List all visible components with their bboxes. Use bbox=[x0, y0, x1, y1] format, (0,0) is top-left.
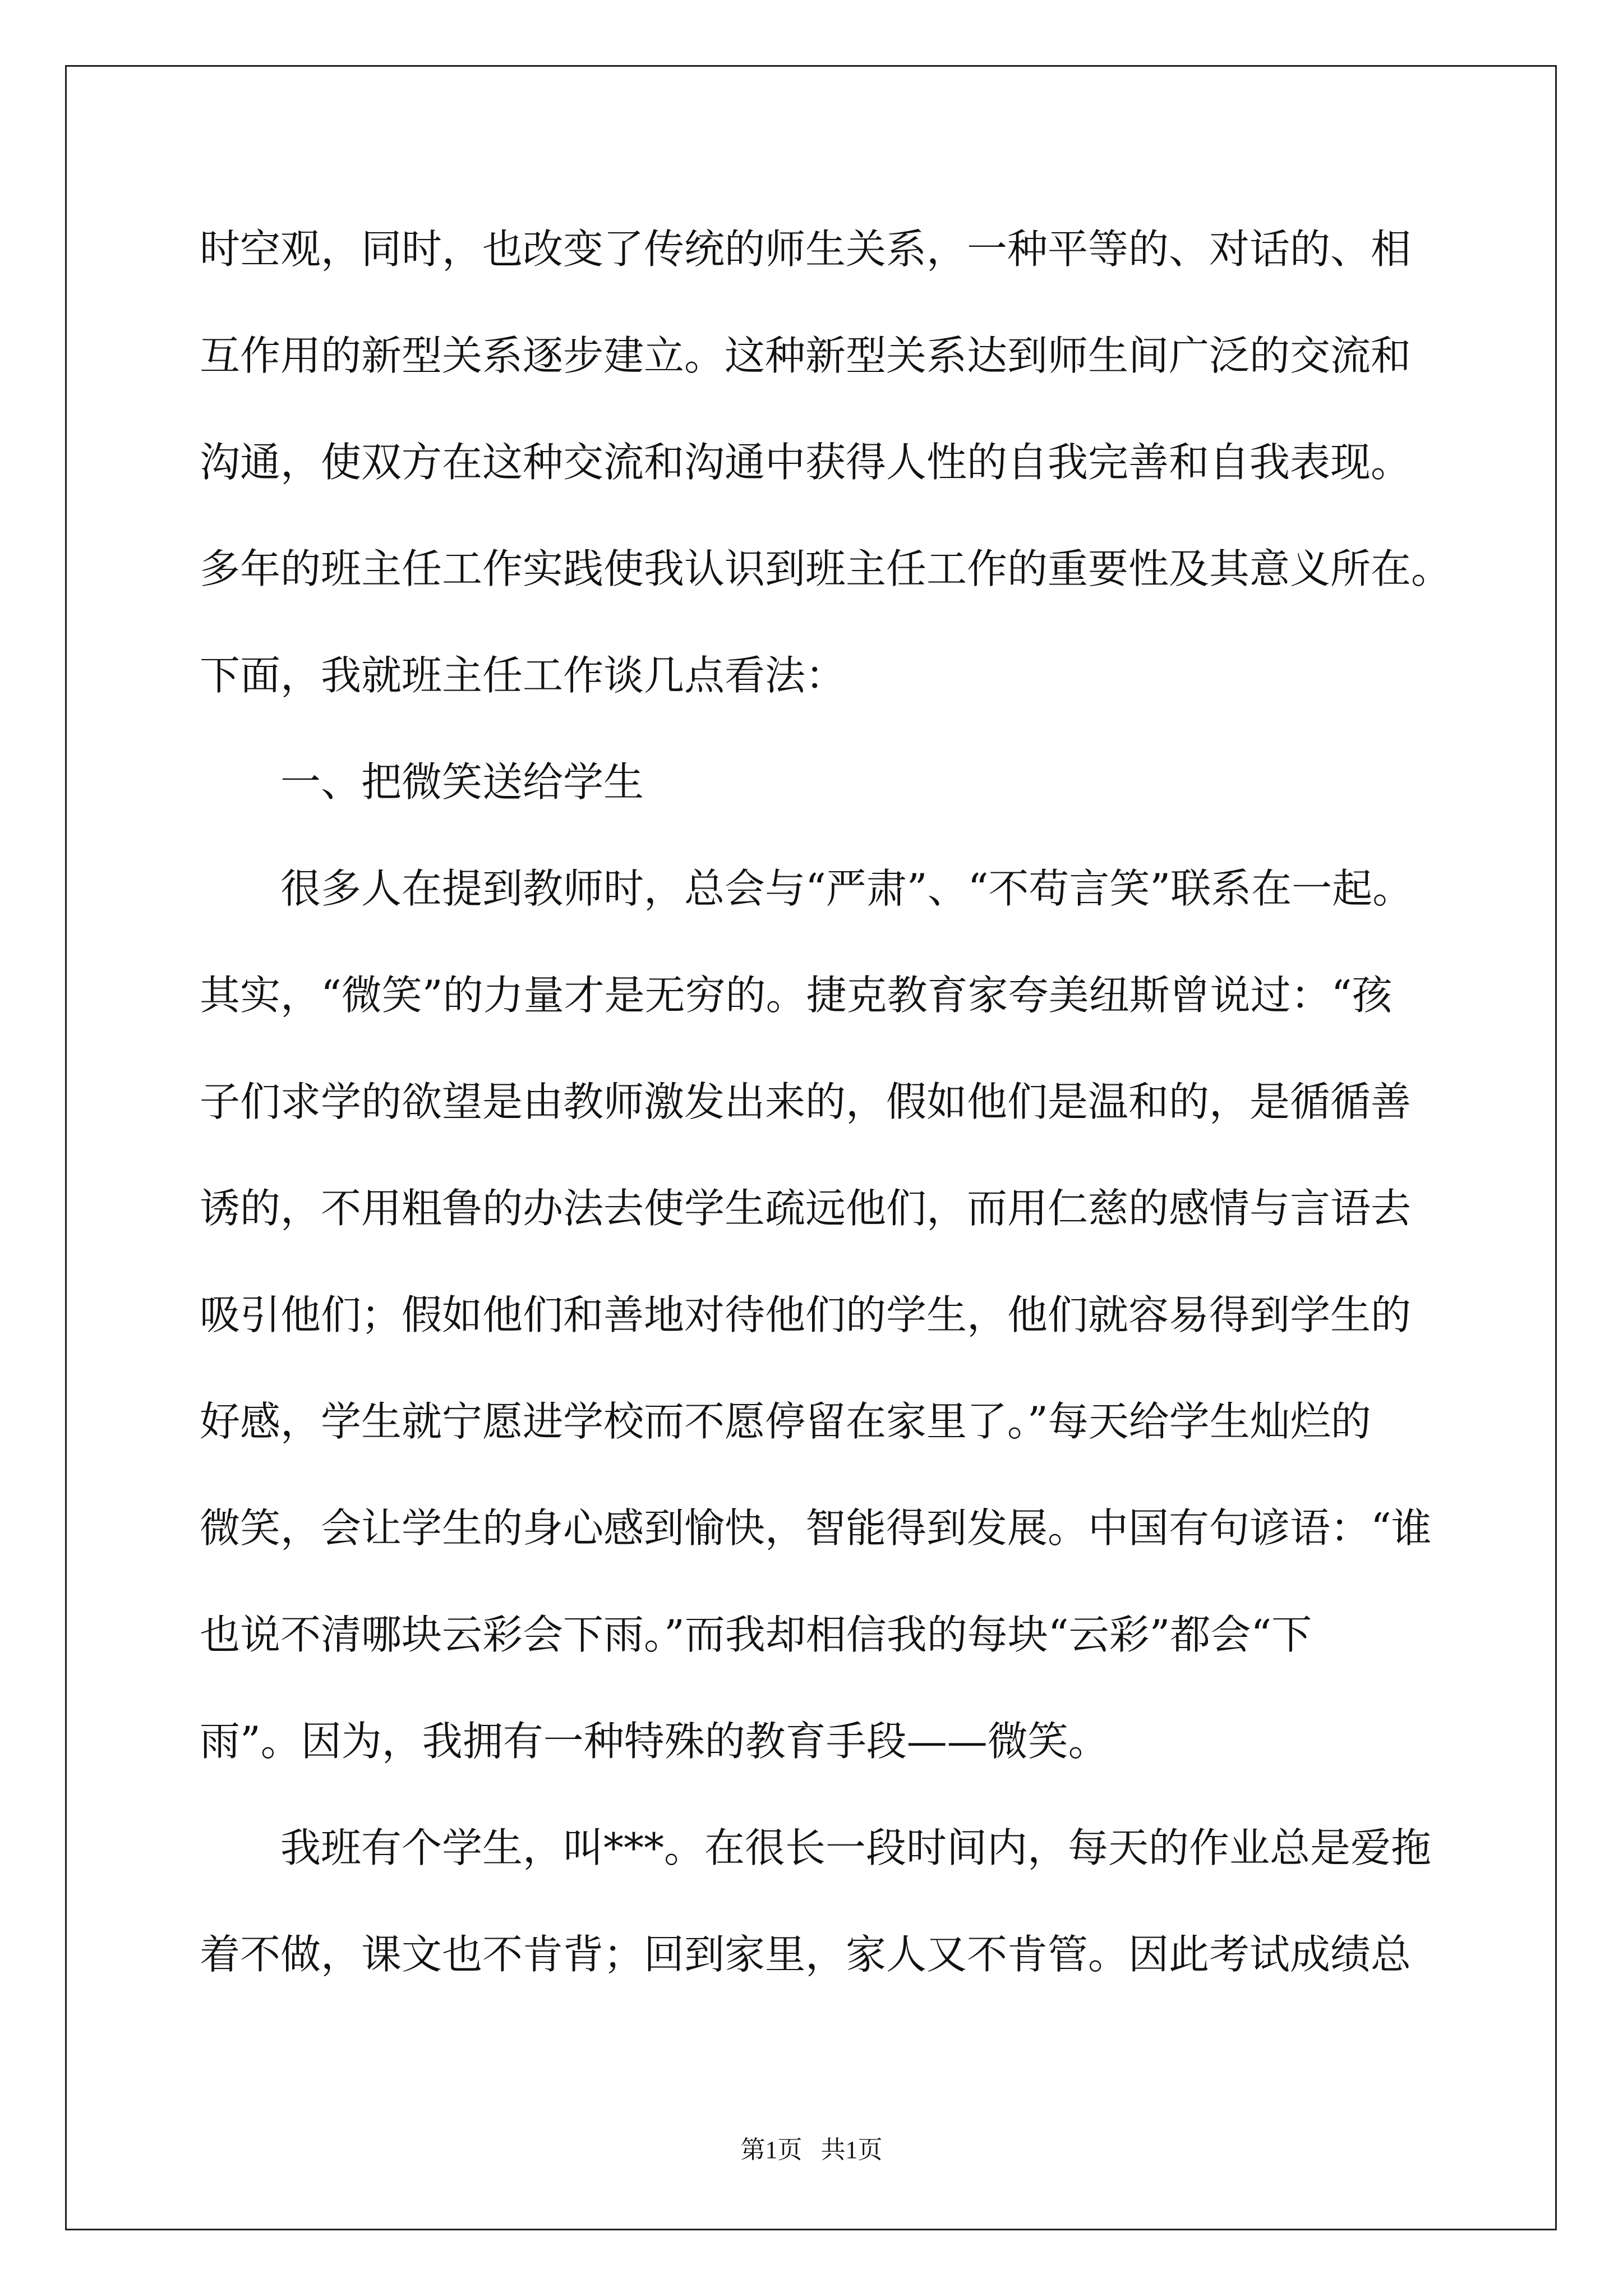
section-heading: 一、把微笑送给学生 bbox=[280, 758, 644, 806]
body-line: 多年的班主任工作实践使我认识到班主任工作的重要性及其意义所在。 bbox=[200, 545, 1452, 592]
body-line: 着不做，课文也不肯背；回到家里，家人又不肯管。因此考试成绩总 bbox=[200, 1931, 1412, 1978]
body-line: 微笑，会让学生的身心感到愉快，智能得到发展。中国有句谚语：“谁 bbox=[200, 1504, 1432, 1552]
paragraph-start-line: 很多人在提到教师时，总会与“严肃”、“不苟言笑”联系在一起。 bbox=[280, 865, 1413, 912]
body-line: 其实，“微笑”的力量才是无穷的。捷克教育家夸美纽斯曾说过：“孩 bbox=[200, 972, 1393, 1019]
body-line: 诱的，不用粗鲁的办法去使学生疏远他们，而用仁慈的感情与言语去 bbox=[200, 1185, 1412, 1232]
body-line: 互作用的新型关系逐步建立。这种新型关系达到师生间广泛的交流和 bbox=[200, 332, 1412, 379]
paragraph-start-line: 我班有个学生，叫***。在很长一段时间内，每天的作业总是爱拖 bbox=[280, 1824, 1432, 1871]
body-line: 好感，学生就宁愿进学校而不愿停留在家里了。”每天给学生灿烂的 bbox=[200, 1398, 1371, 1445]
body-line: 子们求学的欲望是由教师激发出来的，假如他们是温和的，是循循善 bbox=[200, 1078, 1412, 1125]
page-border bbox=[65, 65, 1557, 2230]
body-line: 下面，我就班主任工作谈几点看法： bbox=[200, 652, 846, 699]
page-footer: 第1页 共1页 bbox=[740, 2136, 883, 2164]
body-line: 雨”。因为，我拥有一种特殊的教育手段——微笑。 bbox=[200, 1718, 1109, 1765]
body-line: 沟通，使双方在这种交流和沟通中获得人性的自我完善和自我表现。 bbox=[200, 439, 1412, 486]
body-line: 时空观，同时，也改变了传统的师生关系，一种平等的、对话的、相 bbox=[200, 226, 1412, 273]
body-line: 吸引他们；假如他们和善地对待他们的学生，他们就容易得到学生的 bbox=[200, 1291, 1412, 1338]
body-line: 也说不清哪块云彩会下雨。”而我却相信我的每块“云彩”都会“下 bbox=[200, 1611, 1312, 1658]
